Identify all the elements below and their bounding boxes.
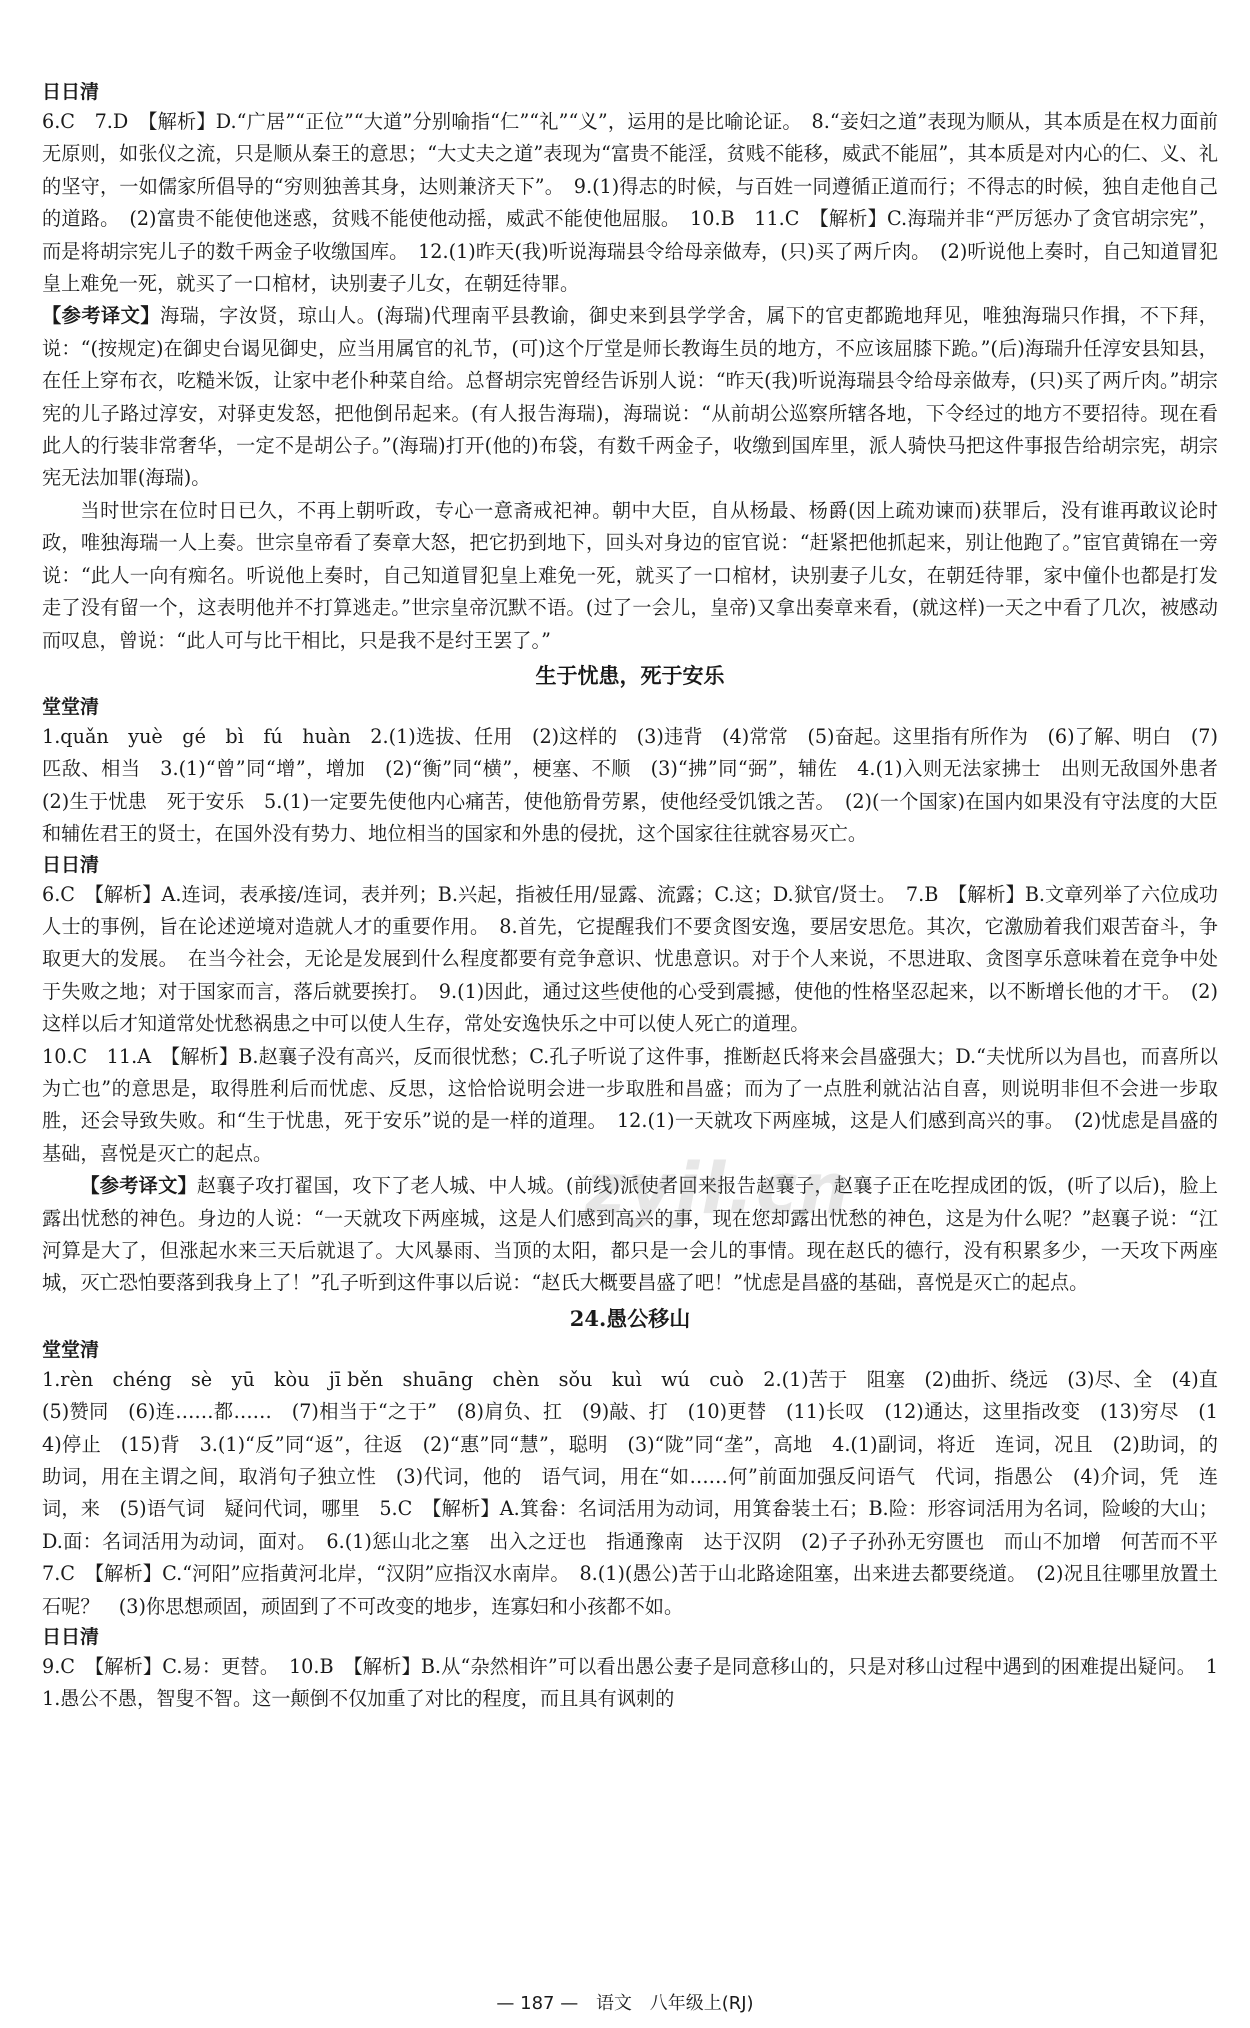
translation-tag: 【参考译文】 [80,1174,197,1198]
watermark: zyjl.cn [585,1148,852,1230]
paragraph-text: 1.quǎn yuè gé bì fú huàn 2.(1)选拔、任用 (2)这样的 (3)违背 (4)常常 (5)奋起。这里指有所作为 (6)了解、明白 (7)匹敌、相当 3.(1)“曾”同“增”，增加 (2)“衡”同“横”，梗塞、不顺 (3)“拂”同“弼”，辅佐 4.(1)入则无法家拂士 出则无敌国外患者 (2)生于忧患 死于安乐 5.(1)一定要先使他内心痛苦，使他筋骨劳累，使他经受饥饿之苦。 (2)(一个国家)在国内如果没有守法度的大臣和辅佐君王的贤士，在国外没有势力、地位相当的国家和外患的侵扰，这个国家往往就容易灭亡。 [42,724,1238,846]
answer-paragraph [42,879,1218,1041]
paragraph-text: 1.rèn chéng sè yū kòu jī běn shuāng chèn sǒu kuì wú cuò 2.(1)苦于 阻塞 (2)曲折、绕远 (3)尽、全 (4)直 (5)赞同 (6)连……都…… (7)相当于“之于” (8)肩负、扛 (9)敲、打 (10)更替 (11)长叹 (12)通达，这里指改变 (13)穷尽 (14)停止 (15)背 3.(1)“反”同“返”，往返 (2)“惠”同“慧”，聪明 (3)“陇”同“垄”，高地 4.(1)副词，将近 连词，况且 (2)助词，的 助词，用在主谓之间，取消句子独立性 (3)代词，他的 语气词，用在“如……何”前面加强反问语气 代词，指愚公 (4)介词，凭 连词，来 (5)语气词 疑问代词，哪里 5.C 【解析】A.箕畚：名词活用为动词，用箕畚装土石；B.险：形容词活用为名词，险峻的大山；D.面：名词活用为动词，面对。 6.(1)惩山北之塞 出入之迂也 指通豫南 达于汉阴 (2)子子孙孙无穷匮也 而山不加增 何苦而不平 7.C 【解析】C.“河阳”应指黄河北岸，“汉阴”应指汉水南岸。 8.(1)(愚公)苦于山北路途阻塞，出来进去都要绕道。 (2)况且往哪里放置土石呢？ (3)你思想顽固，顽固到了不可改变的地步，连寡妇和小孩都不如。 [42,1367,1238,1618]
section-heading: 堂堂清 [42,695,100,718]
answer-paragraph [42,106,1218,300]
grade-label: 八年级上(RJ) [649,1993,754,2014]
answer-paragraph [42,1651,1218,1716]
lesson-title: 生于忧患，死于安乐 [535,662,725,688]
answer-paragraph [42,1364,1238,1623]
section-heading: 日日清 [42,81,100,103]
paragraph-text: 赵襄子攻打翟国，攻下了老人城、中人城。(前线)派使者回来报告赵襄子，赵襄子正在吃捏成团的饭，(听了以后)，脸上露出忧愁的神色。身边的人说：“一天就攻下两座城，这是人们感到高兴的事，现在您却露出忧愁的神色，这是为什么呢？”赵襄子说：“江河算是大了，但涨起水来三天后就退了。大风暴雨、当顶的太阳，都只是一会儿的事情。现在赵氏的德行，没有积累多少，一天攻下两座城，灭亡恐怕要落到我身上了！”孔子听到这件事以后说：“赵氏大概要昌盛了吧！”忧虑是昌盛的基础，喜悦是灭亡的起点。 [42,1174,1218,1295]
subject-label: 语文 [595,1993,632,2014]
paragraph-text: 9.C 【解析】C.易：更替。 10.B 【解析】B.从“杂然相许”可以看出愚公妻子是同意移山的，只是对移山过程中遇到的困难提出疑问。 11.愚公不愚，智叟不智。这一颠倒不仅加重了对比的程度，而且具有讽刺的 [42,1655,1218,1711]
page-number: — 187 — [496,1993,579,2014]
section-heading: 日日清 [42,853,100,876]
paragraph-text: 当时世宗在位时日已久，不再上朝听政，专心一意斋戒祀神。朝中大臣，自从杨最、杨爵(因上疏劝谏而)获罪后，没有谁再敢议论时政，唯独海瑞一人上奏。世宗皇帝看了奏章大怒，把它扔到地下，回头对身边的宦官说：“赶紧把他抓起来，别让他跑了。”宦官黄锦在一旁说：“此人一向有痴名。听说他上奏时，自己知道冒犯皇上难免一死，就买了一口棺材，诀别妻子儿女，在朝廷待罪，家中僮仆也都是打发走了没有留一个，这表明他并不打算逃走。”世宗皇帝沉默不语。(过了一会儿，皇帝)又拿出奏章来看，(就这样)一天之中看了几次，被感动而叹息，曾说：“此人可与比干相比，只是我不是纣王罢了。” [42,498,1218,652]
translation-paragraph [42,300,1218,494]
page-footer [0,1992,1250,2016]
paragraph-text: 10.C 11.A 【解析】B.赵襄子没有高兴，反而很忧愁；C.孔子听说了这件事，推断赵氏将来会昌盛强大；D.“夫忧所以为昌也，而喜所以为亡也”的意思是，取得胜利后而忧虑、反思，这恰恰说明会进一步取胜和昌盛；而为了一点胜利就沾沾自喜，则说明非但不会进一步取胜，还会导致失败。和“生于忧患，死于安乐”说的是一样的道理。 12.(1)一天就攻下两座城，这是人们感到高兴的事。 (2)忧虑是昌盛的基础，喜悦是灭亡的起点。 [42,1044,1218,1165]
answer-paragraph [42,495,1218,657]
translation-tag: 【参考译文】 [42,304,161,328]
answer-paragraph [42,1041,1218,1171]
paragraph-text: 6.C 7.D 【解析】D.“广居”“正位”“大道”分别喻指“仁”“礼”“义”，运用的是比喻论证。 8.“妾妇之道”表现为顺从，其本质是在权力面前无原则，如张仪之流，只是顺从秦王的意思；“大丈夫之道”表现为“富贵不能淫，贫贱不能移，威武不能屈”，其本质是对内心的仁、义、礼的坚守，一如儒家所倡导的“穷则独善其身，达则兼济天下”。 9.(1)得志的时候，与百姓一同遵循正道而行；不得志的时候，独自走他自己的道路。 (2)富贵不能使他迷惑，贫贱不能使他动摇，威武不能使他屈服。 10.B 11.C 【解析】C.海瑞并非“严厉惩办了贪官胡宗宪”，而是将胡宗宪儿子的数千两金子收缴国库。 12.(1)昨天(我)听说海瑞县令给母亲做寿，(只)买了两斤肉。 (2)听说他上奏时，自己知道冒犯皇上难免一死，就买了一口棺材，诀别妻子儿女，在朝廷待罪。 [42,110,1218,296]
translation-paragraph [42,1170,1218,1300]
section-heading: 堂堂清 [42,1338,100,1361]
section-heading: 日日清 [42,1626,100,1649]
answer-paragraph [42,721,1238,851]
paragraph-text: 6.C 【解析】A.连词，表承接/连词，表并列；B.兴起，指被任用/显露、流露；C.这；D.狱官/贤士。 7.B 【解析】B.文章列举了六位成功人士的事例，旨在论述逆境对造就人才的重要作用。 8.首先，它提醒我们不要贪图安逸，要居安思危。其次，它激励着我们艰苦奋斗，争取更大的发展。 在当今社会，无论是发展到什么程度都要有竞争意识、忧患意识。对于个人来说，不思进取、贪图享乐意味着在竞争中处于失败之地；对于国家而言，落后就要挨打。 9.(1)因此，通过这些使他的心受到震撼，使他的性格坚忍起来，以不断增长他的才干。 (2)这样以后才知道常处忧愁祸患之中可以使人生存，常处安逸快乐之中可以使人死亡的道理。 [42,882,1218,1036]
paragraph-text: 海瑞，字汝贤，琼山人。(海瑞)代理南平县教谕，御史来到县学学舍，属下的官吏都跪地拜见，唯独海瑞只作揖，不下拜，说：“(按规定)在御史台谒见御史，应当用属官的礼节，(可)这个厅堂是师长教诲生员的地方，不应该屈膝下跪。”(后)海瑞升任淳安县知县，在任上穿布衣，吃糙米饭，让家中老仆种菜自给。总督胡宗宪曾经告诉别人说：“昨天(我)听说海瑞县令给母亲做寿，(只)买了两斤肉。”胡宗宪的儿子路过淳安，对驿吏发怒，把他倒吊起来。(有人报告海瑞)，海瑞说：“从前胡公巡察所辖各地，下令经过的地方不要招待。现在看此人的行装非常奢华，一定不是胡公子。”(海瑞)打开(他的)布袋，有数千两金子，收缴到国库里，派人骑快马把这件事报告给胡宗宪，胡宗宪无法加罪(海瑞)。 [42,304,1218,490]
lesson-title: 24.愚公移山 [569,1305,691,1331]
answer-content [42,78,1238,1716]
